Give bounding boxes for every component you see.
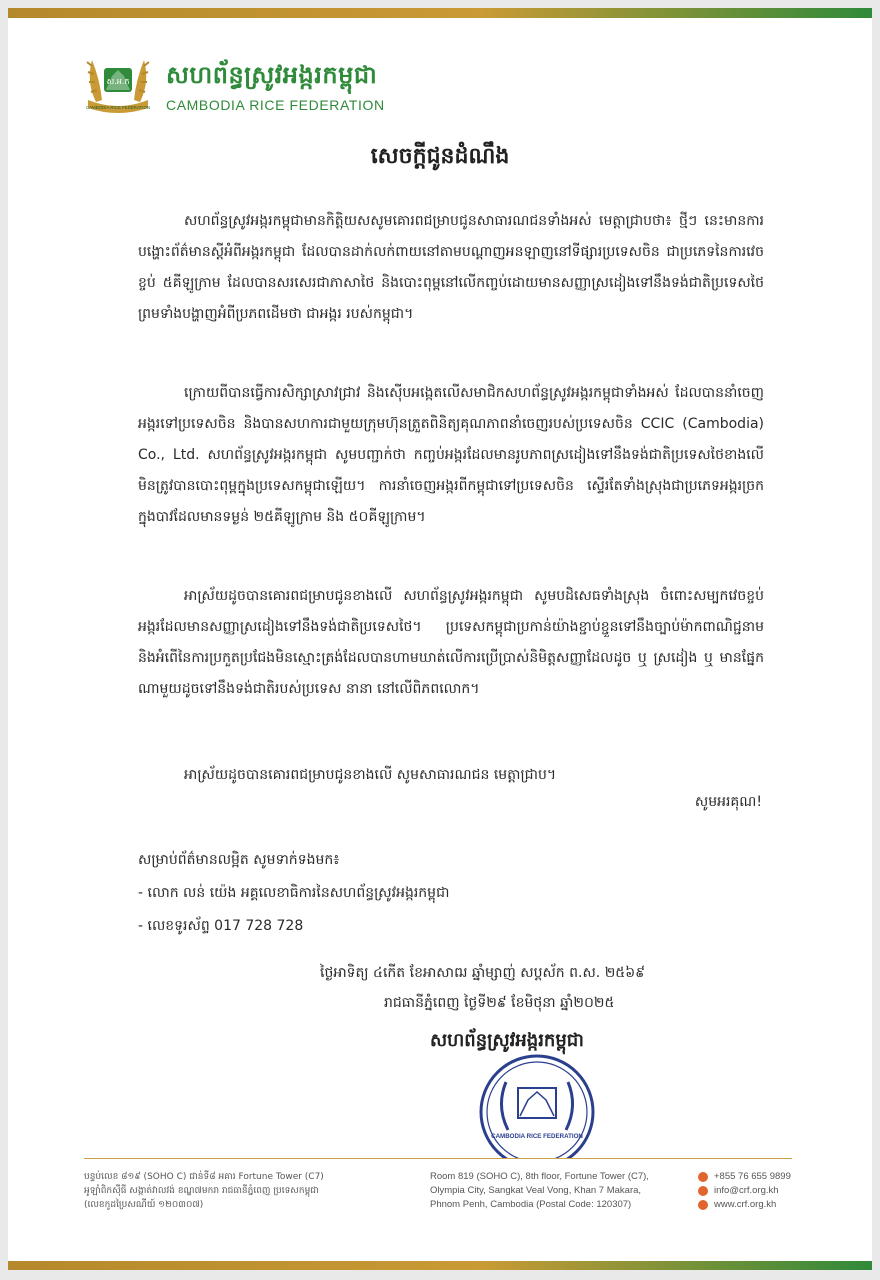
brand-name-english: CAMBODIA RICE FEDERATION xyxy=(166,97,385,113)
email-icon xyxy=(698,1186,708,1196)
brand-block xyxy=(166,60,385,113)
contact-phone: - លេខទូរស័ព្ទ 017 728 728 xyxy=(138,918,304,934)
footer-website[interactable]: www.crf.org.kh xyxy=(714,1199,777,1210)
footer-email-row xyxy=(698,1184,838,1198)
letter-page xyxy=(8,8,872,1270)
bottom-color-bar xyxy=(8,1261,872,1270)
footer-address-en-line: Phnom Penh, Cambodia (Postal Code: 120307) xyxy=(430,1199,632,1210)
top-color-bar xyxy=(8,8,872,18)
logo-caption: CAMBODIA RICE FEDERATION xyxy=(85,105,151,110)
contact-heading: សម្រាប់ព័ត៌មានលម្អិត សូមទាក់ទងមក៖ xyxy=(138,852,340,868)
paragraph-4: អាស្រ័យដូចបានគោរពជម្រាបជូនខាងលើ សូមសាធារណជន មេត្តាជ្រាប។ xyxy=(184,767,557,783)
brand-name-khmer: សហព័ន្ធស្រូវអង្ករកម្ពុជា xyxy=(166,60,378,89)
closing-thanks: សូមអរគុណ! xyxy=(694,794,762,810)
footer-address-km-line: (លេខកូដប្រៃសណីយ៍ ១២០៣០៧) xyxy=(84,1200,204,1210)
footer-address-km-line: អូឡាំពិកស៊ីធី សង្កាត់វាលវង់ ខណ្ឌ៧មករា រាជធានីភ្នំពេញ ប្រទេសកម្ពុជា xyxy=(84,1186,319,1196)
signatory-name: សហព័ន្ធស្រូវអង្ករកម្ពុជា xyxy=(430,1030,584,1051)
document-title: សេចក្តីជូនដំណឹង xyxy=(370,143,510,169)
paragraph-1: សហព័ន្ធស្រូវអង្ករកម្ពុជាមានកិត្តិយសសូមគោរពជម្រាបជូនសាធារណជនទាំងអស់ មេត្តាជ្រាបថា៖ ថ្មីៗ នេះមានការបង្ហោះព័ត៌មានស្តីអំពីអង្ករកម្ពុជា ដែលបានដាក់លក់ពាយនៅតាមបណ្តាញអនឡាញនៅទីផ្សារប្រទេសចិន ជាប្រភេទនៃការវេចខ្ចប់ ៥គីឡូក្រាម ដែលបានសរសេរជាភាសាថៃ និងបោះពុម្ពនៅលើកញ្ចប់ដោយមានសញ្ញាស្រដៀងទៅនឹងទង់ជាតិប្រទេសថៃ ព្រមទាំងបង្ហាញអំពីប្រភពដើមថា ជាអង្ករ របស់កម្ពុជា។ xyxy=(138,213,764,322)
seal-caption: CAMBODIA RICE FEDERATION xyxy=(491,1133,583,1140)
rice-federation-logo-icon xyxy=(82,46,154,122)
footer-phone-row xyxy=(698,1170,838,1184)
logo-initials: ស.អ.ក xyxy=(106,77,130,86)
official-seal-icon xyxy=(470,1054,604,1158)
footer-contacts xyxy=(698,1170,838,1212)
footer-website-row xyxy=(698,1198,838,1212)
date-lunar: ថ្ងៃអាទិត្យ ៤កើត ខែអាសាឍ ឆ្នាំម្សាញ់ សប្តស័ក ព.ស. ២៥៦៩ xyxy=(320,965,646,981)
footer-address-en-line: Room 819 (SOHO C), 8th floor, Fortune Tower (C7), xyxy=(430,1171,649,1182)
contact-person: - លោក លន់ យ៉េង អគ្គលេខាធិការនៃសហព័ន្ធស្រូវអង្ករកម្ពុជា xyxy=(138,885,450,901)
footer-divider xyxy=(84,1158,792,1159)
footer-address-km-line: បន្ទប់លេខ ៨១៩ (SOHO C) ជាន់ទី៨ អគារ Fortune Tower (C7) xyxy=(84,1172,324,1182)
paragraph-2: ក្រោយពីបានធ្វើការសិក្សាស្រាវជ្រាវ និងស៊ើបអង្កេតលើសមាជិកសហព័ន្ធស្រូវអង្ករកម្ពុជាទាំងអស់ ដែលបាននាំចេញអង្ករទៅប្រទេសចិន និងបានសហការជាមួយក្រុមហ៊ុនត្រួតពិនិត្យគុណភាពនាំចេញរបស់ប្រទេសចិន CCIC (Cambodia) Co., Ltd. សហព័ន្ធស្រូវអង្ករកម្ពុជា សូមបញ្ជាក់ថា កញ្ចប់អង្ករដែលមានរូបភាពស្រដៀងទៅនឹងទង់ជាតិប្រទេសថៃខាងលើ មិនត្រូវបានបោះពុម្ពក្នុងប្រទេសកម្ពុជាឡើយ។ ការនាំចេញអង្ករពីកម្ពុជាទៅប្រទេសចិន ស្ទើរតែទាំងស្រុងជាប្រភេទអង្ករច្រកក្នុងបាវដែលមានទម្ងន់ ២៥គីឡូក្រាម និង ៥០គីឡូក្រាម។ xyxy=(138,385,764,525)
date-solar: រាជធានីភ្នំពេញ ថ្ងៃទី២៩ ខែមិថុនា ឆ្នាំ២០២៥ xyxy=(384,995,615,1011)
footer-address-en-line: Olympia City, Sangkat Veal Vong, Khan 7 Makara, xyxy=(430,1185,642,1196)
footer-address-khmer xyxy=(84,1170,384,1212)
footer-address-english xyxy=(430,1170,690,1212)
footer-email[interactable]: info@crf.org.kh xyxy=(714,1185,779,1196)
paragraph-3: អាស្រ័យដូចបានគោរពជម្រាបជូនខាងលើ សហព័ន្ធស្រូវអង្ករកម្ពុជា សូមបដិសេធទាំងស្រុង ចំពោះសម្បកវេចខ្ចប់អង្ករដែលមានសញ្ញាស្រដៀងទៅនឹងទង់ជាតិប្រទេសថៃ។ ប្រទេសកម្ពុជាប្រកាន់យ៉ាងខ្ជាប់ខ្ជួនទៅនឹងច្បាប់ម៉ាកពាណិជ្ជនាម និងអំពើនៃការប្រកួតប្រជែងមិនស្មោះត្រង់ដែលបានហាមឃាត់លើការប្រើប្រាស់និមិត្តសញ្ញាដែលដូច ឬ ស្រដៀង ឬ មានផ្នែកណាមួយដូចទៅនឹងទង់ជាតិរបស់ប្រទេស នានា នៅលើពិភពលោក។ xyxy=(138,588,764,697)
contact-block xyxy=(138,844,449,943)
footer-phone[interactable]: +855 76 655 9899 xyxy=(714,1171,791,1182)
globe-icon xyxy=(698,1200,708,1210)
phone-icon xyxy=(698,1172,708,1182)
